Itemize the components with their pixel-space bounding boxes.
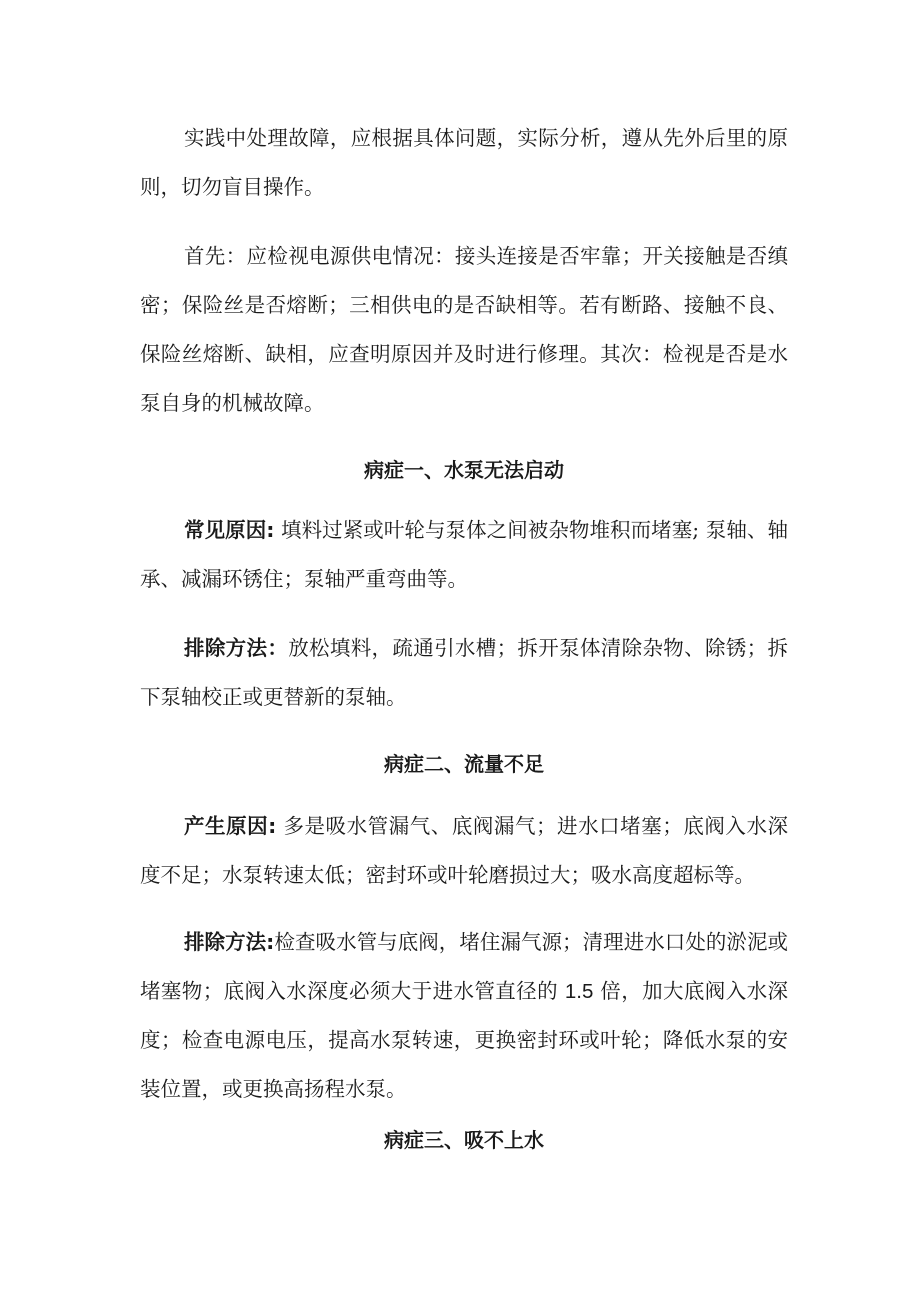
section-1-cause-label: 常见原因:	[184, 518, 275, 542]
section-1-cause-paragraph	[140, 506, 788, 604]
section-2-fix-text-a: 检查吸水管与底阀，堵住漏气源；清理进水口处的淤泥或堵塞物；底阀入水深度必须大于进水管直径的	[140, 930, 789, 1003]
section-1-fix-paragraph	[140, 624, 788, 722]
intro-paragraph-1	[140, 114, 788, 212]
section-2-title: 病症二、流量不足	[384, 752, 544, 776]
section-1-fix-label: 排除方法：	[184, 636, 289, 660]
section-1-cause-text: 填料过紧或叶轮与泵体之间被杂物堆积而堵塞; 泵轴、轴承、减漏环锈住；泵轴严重弯曲等。	[140, 518, 788, 591]
section-2-fix-paragraph	[140, 918, 788, 1114]
section-2-cause-text: 多是吸水管漏气、底阀漏气；进水口堵塞；底阀入水深度不足；水泵转速太低；密封环或叶轮磨损过大；吸水高度超标等。	[140, 814, 789, 887]
intro-text-2: 首先：应检视电源供电情况：接头连接是否牢靠；开关接触是否缜密；保险丝是否熔断；三相供电的是否缺相等。若有断路、接触不良、保险丝熔断、缺相，应查明原因并及时进行修理。其次：检视是否是水泵自身的机械故障。	[140, 244, 788, 415]
intro-text-1: 实践中处理故障，应根据具体问题，实际分析，遵从先外后里的原则，切勿盲目操作。	[140, 126, 788, 199]
section-2-fix-text-b: 倍，加大底阀入水深度；检查电源电压，提高水泵转速，更换密封环或叶轮；降低水泵的安装位置，或更换高扬程水泵。	[140, 979, 788, 1101]
section-2-fix-label: 排除方法:	[184, 930, 275, 954]
section-3-title: 病症三、吸不上水	[384, 1128, 544, 1152]
section-1-title: 病症一、水泵无法启动	[364, 458, 564, 482]
intro-paragraph-2	[140, 232, 788, 428]
section-2-cause-paragraph	[140, 802, 788, 900]
section-2-cause-label: 产生原因:	[184, 814, 277, 838]
section-1-fix-text: 放松填料，疏通引水槽；拆开泵体清除杂物、除锈；拆下泵轴校正或更替新的泵轴。	[140, 636, 789, 709]
section-2-fix-number: 1.5	[564, 980, 594, 1003]
